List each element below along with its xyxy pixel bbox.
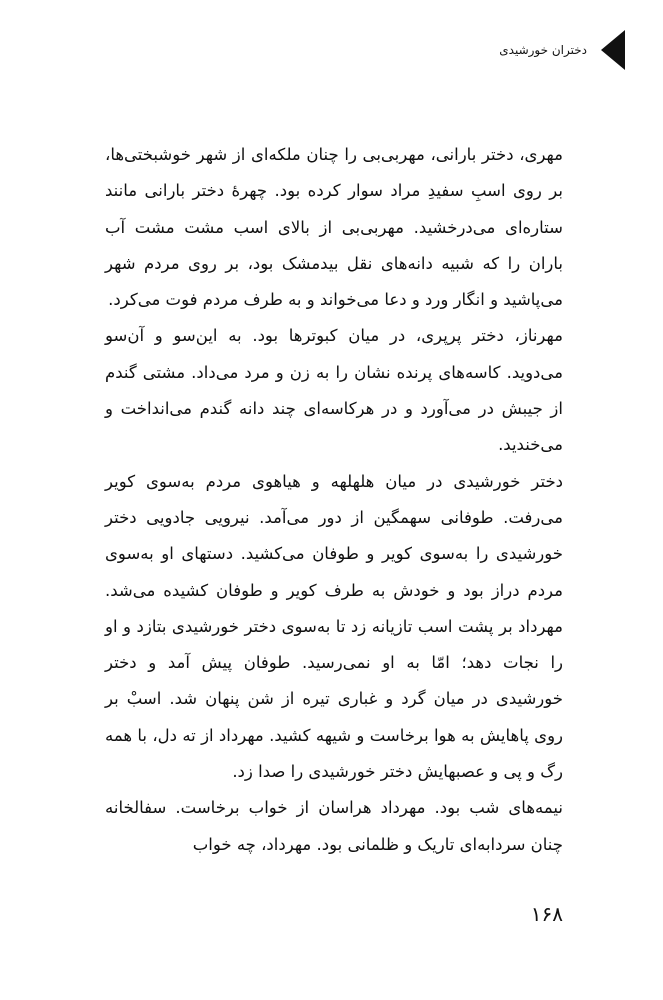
paragraph: دختر خورشیدی در میان هلهلهه و هیاهوی مردم به‌سوی کویر می‌رفت. طوفانی سهمگین از دور می‌آمد. نیرویی جادویی دختر خورشیدی را به‌سوی کویر و طوفان می‌کشید. دستهای او به‌سوی مردم دراز بود و خودش به طرف کویر و طوفان کشیده می‌شد. مهرداد بر پشت اسب تازیانه زد تا به‌سوی دختر خورشیدی بتازد و او را نجات دهد؛ امّا به او نمی‌رسید. طوفان پیش آمد و دختر خورشیدی در میان گرد و غباری تیره از شن پنهان شد. اسبْ بر روی پاهایش به هوا برخاست و شیهه کشید. مهرداد از ته دل، با همه رگ و پی و عصبهایش دختر خورشیدی را صدا زد. xyxy=(105,471,563,782)
triangle-marker-icon xyxy=(601,30,625,70)
paragraph: مهرناز، دختر پرپری، در میان کبوترها بود. به این‌سو و آن‌سو می‌دوید. کاسه‌های پرنده نشان را به زن و مرد می‌داد. مشتی گندم از جیبش در می‌آورد و در هرکاسه‌ای چند دانه گندم می‌انداخت و می‌خندید. xyxy=(105,326,563,455)
running-header-title: دختران خورشیدی xyxy=(499,43,587,57)
paragraph: مهری، دختر بارانی، مهربی‌بی را چنان ملکه‌ای از شهر خوشبختی‌ها، بر روی اسبِ سفیدِ مراد سوار کرده بود. چهرهٔ دختر بارانی مانند ستاره‌ای می‌درخشید. مهربی‌بی از بالای اسب مشت مشت آب باران را که شبیه دانه‌های نقل بیدمشک بود، بر روی مردم شهر می‌پاشید و انگار ورد و دعا می‌خواند و به طرف مردم فوت می‌کرد. xyxy=(105,145,563,310)
running-header xyxy=(499,30,625,70)
body-text xyxy=(105,137,563,863)
paragraph: نیمه‌های شب بود. مهرداد هراسان از خواب برخاست. سفالخانه چنان سردابه‌ای تاریک و ظلمانی بود. مهرداد، چه خواب xyxy=(105,798,563,854)
page-number: ۱۶۸ xyxy=(530,902,563,926)
